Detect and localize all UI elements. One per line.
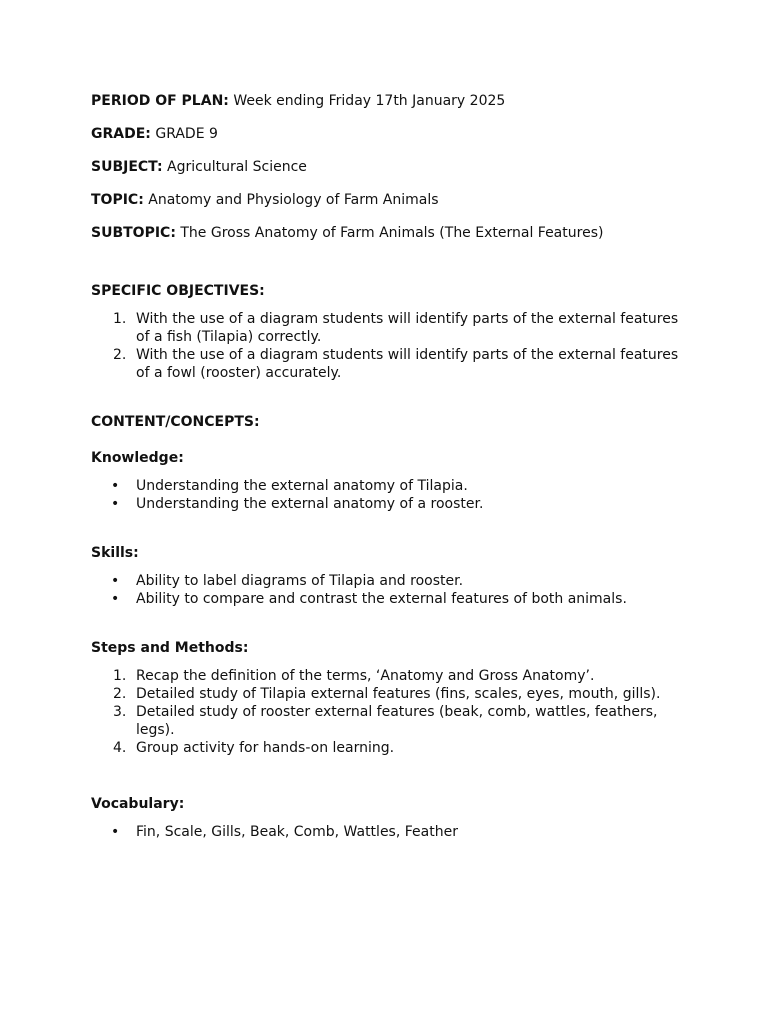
subject: [91, 158, 691, 176]
step-item: [91, 685, 691, 703]
vocabulary-text: Fin, Scale, Gills, Beak, Comb, Wattles, Feather: [136, 824, 458, 840]
subtopic-value: The Gross Anatomy of Farm Animals (The External Features): [180, 225, 604, 241]
bullet-icon: •: [111, 573, 120, 589]
topic-value: Anatomy and Physiology of Farm Animals: [148, 192, 439, 208]
steps-list: [91, 667, 691, 757]
subject-value: Agricultural Science: [167, 159, 307, 175]
step-number: 1.: [113, 668, 127, 684]
step-text: Detailed study of rooster external features (beak, comb, wattles, feathers, legs).: [136, 704, 658, 738]
objectives-list: [91, 310, 691, 382]
content-heading: CONTENT/CONCEPTS:: [91, 414, 260, 430]
step-item: [91, 739, 691, 757]
step-text: Group activity for hands-on learning.: [136, 740, 395, 756]
subject-label: SUBJECT:: [91, 159, 163, 175]
objective-number: 1.: [113, 311, 127, 327]
grade-value: GRADE 9: [155, 126, 218, 142]
objective-text: With the use of a diagram students will identify parts of the external features of a fowl (rooster) accurately.: [136, 347, 679, 381]
skills-heading: Skills:: [91, 545, 139, 561]
objective-item: [91, 346, 691, 382]
bullet-icon: •: [111, 496, 120, 512]
knowledge-text: Understanding the external anatomy of a rooster.: [136, 496, 484, 512]
knowledge-item: [91, 495, 691, 513]
bullet-icon: •: [111, 824, 120, 840]
objective-item: [91, 310, 691, 346]
skills-item: [91, 590, 691, 608]
vocabulary-item: [91, 823, 691, 841]
vocabulary-list: [91, 823, 691, 841]
grade-label: GRADE:: [91, 126, 151, 142]
skills-text: Ability to label diagrams of Tilapia and rooster.: [136, 573, 464, 589]
step-item: [91, 667, 691, 685]
knowledge-text: Understanding the external anatomy of Tilapia.: [136, 478, 468, 494]
bullet-icon: •: [111, 591, 120, 607]
skills-item: [91, 572, 691, 590]
objectives-heading: SPECIFIC OBJECTIVES:: [91, 283, 265, 299]
skills-text: Ability to compare and contrast the external features of both animals.: [136, 591, 627, 607]
step-text: Recap the definition of the terms, ‘Anatomy and Gross Anatomy’.: [136, 668, 595, 684]
step-item: [91, 703, 691, 739]
knowledge-list: [91, 477, 691, 513]
subtopic-label: SUBTOPIC:: [91, 225, 176, 241]
objective-number: 2.: [113, 347, 127, 363]
skills-list: [91, 572, 691, 608]
period-of-plan: [91, 92, 691, 110]
grade: [91, 125, 691, 143]
vocabulary-heading: Vocabulary:: [91, 796, 185, 812]
knowledge-heading: Knowledge:: [91, 450, 184, 466]
step-number: 3.: [113, 704, 127, 720]
knowledge-item: [91, 477, 691, 495]
subtopic: [91, 224, 691, 242]
objective-text: With the use of a diagram students will identify parts of the external features of a fish (Tilapia) correctly.: [136, 311, 679, 345]
period-label: PERIOD OF PLAN:: [91, 93, 229, 109]
lesson-plan: [91, 92, 691, 841]
steps-heading: Steps and Methods:: [91, 640, 249, 656]
topic-label: TOPIC:: [91, 192, 144, 208]
topic: [91, 191, 691, 209]
step-text: Detailed study of Tilapia external features (fins, scales, eyes, mouth, gills).: [136, 686, 661, 702]
step-number: 2.: [113, 686, 127, 702]
period-value: Week ending Friday 17th January 2025: [233, 93, 506, 109]
step-number: 4.: [113, 740, 127, 756]
bullet-icon: •: [111, 478, 120, 494]
